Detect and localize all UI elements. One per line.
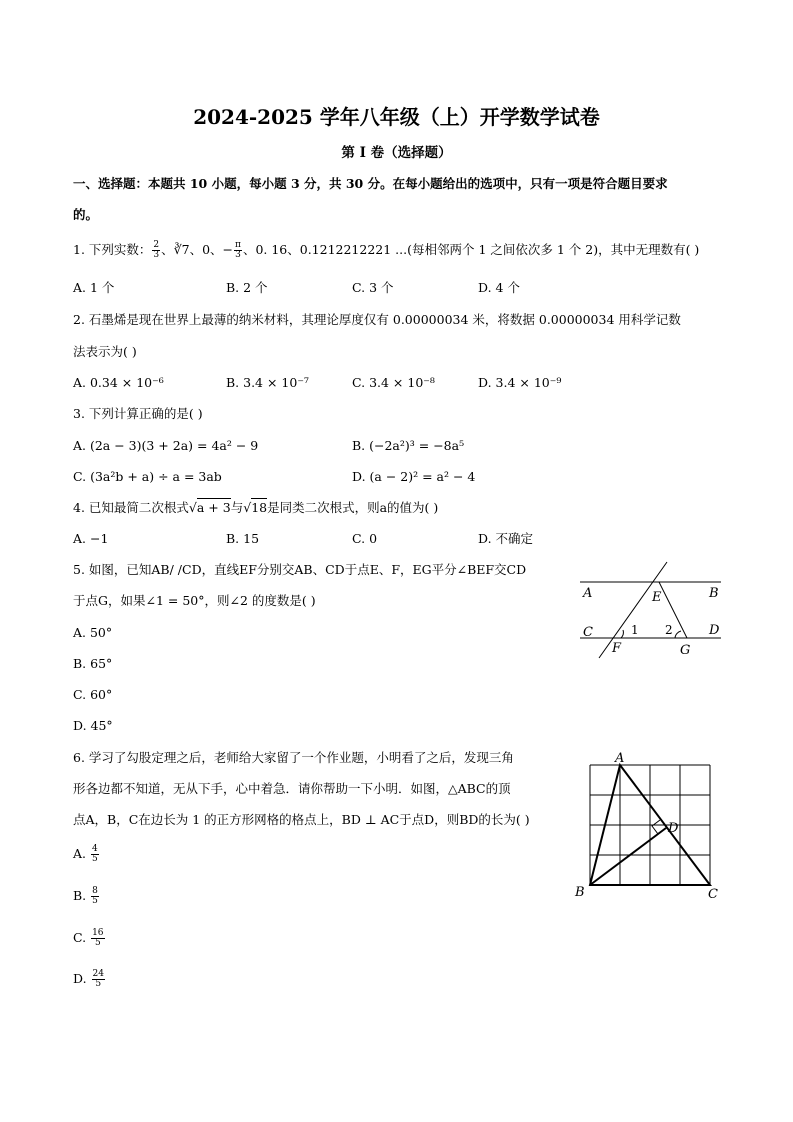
q4-option-d: D. 不确定	[478, 531, 534, 546]
q3-option-b: B. (−2a²)³ = −8a⁵	[352, 438, 465, 453]
q1-fraction-pi-thirds: $\frac{\pi}{3}$	[235, 240, 241, 260]
q1-fraction-two-thirds: $\frac{2}{3}$	[153, 240, 160, 260]
q4-radicand-1: a + 3	[196, 500, 231, 515]
q6-stem-line2: 形各边都不知道，无从下手，心中着急．请你帮助一下小明．如图，△ABC的顶	[73, 781, 511, 796]
q6-option-a: A. $\frac{4}{5}$	[73, 844, 98, 864]
q1-option-b: B. 2 个	[226, 280, 268, 295]
label-d: D	[668, 821, 679, 836]
label-g: G	[680, 643, 691, 658]
label-a: A	[583, 586, 593, 601]
q2-option-c: C. 3.4 × 10⁻⁸	[352, 375, 435, 390]
q3-option-a: A. (2a − 3)(3 + 2a) = 4a² − 9	[73, 438, 259, 453]
q6-stem-line1: 6. 学习了勾股定理之后，老师给大家留了一个作业题，小明看了之后，发现三角	[73, 750, 514, 765]
q2-option-d: D. 3.4 × 10⁻⁹	[478, 375, 562, 390]
q2-stem-line2: 法表示为( )	[73, 344, 137, 359]
radical-sign-icon: √	[243, 500, 252, 515]
q6-grid-triangle-figure	[570, 750, 725, 905]
q5-option-a: A. 50°	[73, 625, 113, 640]
q6-option-b: B. $\frac{8}{5}$	[73, 886, 98, 906]
q1-option-d: D. 4 个	[478, 280, 520, 295]
right-angle-mark	[652, 820, 660, 834]
q4-pre: 4. 已知最简二次根式	[73, 500, 189, 515]
radical-sign-icon: √	[188, 500, 197, 515]
label-c: C	[583, 625, 593, 640]
q6-option-d: D. $\frac{24}{5}$	[73, 969, 104, 989]
angle-1-arc	[621, 630, 623, 638]
label-c: C	[708, 887, 718, 902]
q1-stem	[73, 241, 699, 260]
q2-stem-line1: 2. 石墨烯是现在世界上最薄的纳米材料，其理论厚度仅有 0.00000034 米，将数据 0.00000034 用科学记数	[73, 312, 681, 327]
q5-stem-line1: 5. 如图，已知AB/ /CD，直线EF分别交AB、CD于点E、F，EG平分∠BEF交CD	[73, 562, 527, 577]
q6-stem-line3: 点A，B，C在边长为 1 的正方形网格的格点上，BD ⊥ AC于点D，则BD的长为( )	[73, 812, 530, 827]
q1-rest: 、0. 16、0.1212212221 ...(每相邻两个 1 之间依次多 1 个 2)，其中无理数有( )	[242, 242, 700, 257]
label-e: E	[652, 590, 662, 605]
q1-sep: 、	[161, 242, 174, 257]
angle-2-arc	[675, 631, 681, 638]
label-d: D	[709, 623, 720, 638]
q4-option-b: B. 15	[226, 531, 260, 546]
label-a: A	[615, 751, 625, 766]
label-b: B	[575, 885, 585, 900]
exam-title: 2024-2025 学年八年级（上）开学数学试卷	[193, 105, 600, 129]
volume-subtitle: 第 I 卷（选择题）	[341, 145, 452, 161]
q3-option-c: C. (3a²b + a) ÷ a = 3ab	[73, 469, 222, 484]
label-b: B	[709, 586, 719, 601]
q6-option-c: C. $\frac{16}{5}$	[73, 928, 104, 948]
q4-option-a: A. −1	[73, 531, 109, 546]
q4-mid: 与	[230, 500, 244, 515]
label-angle-2: 2	[665, 623, 673, 637]
q3-option-d: D. (a − 2)² = a² − 4	[352, 469, 476, 484]
label-angle-1: 1	[631, 623, 639, 637]
q5-option-c: C. 60°	[73, 687, 113, 702]
q3-stem: 3. 下列计算正确的是( )	[73, 406, 203, 421]
q4-stem	[73, 502, 438, 515]
section-instructions-line1: 一、选择题：本题共 10 小题，每小题 3 分，共 30 分。在每小题给出的选项中，只有一项是符合题目要求	[73, 176, 668, 191]
q5-option-d: D. 45°	[73, 718, 113, 733]
q4-option-c: C. 0	[352, 531, 378, 546]
q1-sep2: 、0、−	[189, 242, 234, 257]
section-instructions-line2: 的。	[73, 207, 99, 222]
q5-option-b: B. 65°	[73, 656, 113, 671]
q5-stem-line2: 于点G，如果∠1 = 50°，则∠2 的度数是( )	[73, 593, 316, 608]
label-f: F	[612, 641, 622, 656]
q1-option-c: C. 3 个	[352, 280, 394, 295]
q1-option-a: A. 1 个	[73, 280, 115, 295]
q1-cube-root: ∛7	[173, 242, 190, 257]
q4-post: 是同类二次根式，则a的值为( )	[267, 500, 439, 515]
line-eg	[659, 582, 687, 638]
q2-option-a: A. 0.34 × 10⁻⁶	[73, 375, 164, 390]
q1-prefix: 1. 下列实数：	[73, 242, 152, 257]
q2-option-b: B. 3.4 × 10⁻⁷	[226, 375, 309, 390]
square-grid	[590, 765, 710, 885]
line-ef	[599, 562, 667, 658]
q4-radicand-2: 18	[251, 500, 268, 515]
q5-parallel-lines-figure	[575, 560, 730, 660]
